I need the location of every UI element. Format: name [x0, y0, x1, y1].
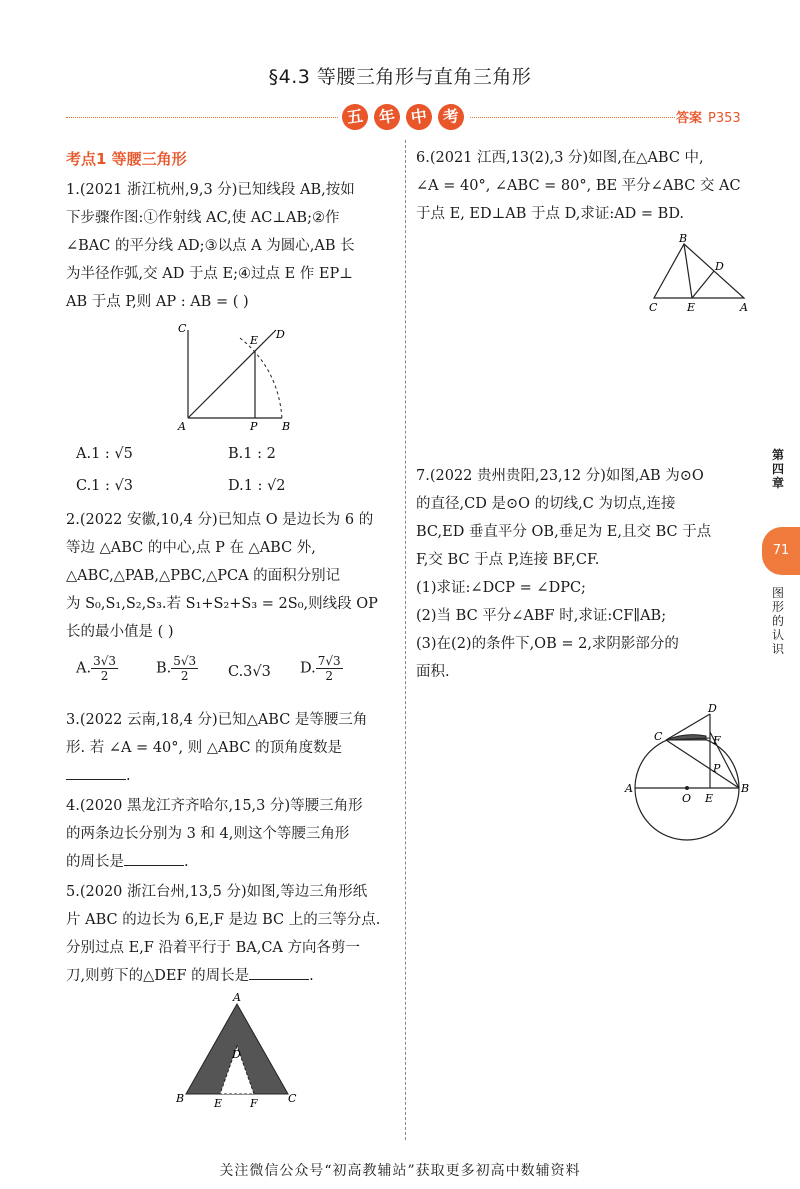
q5-label-d: D — [232, 1048, 241, 1061]
section-heading: 考点1 等腰三角形 — [66, 150, 187, 168]
q1-option-d: D.1 : √2 — [228, 478, 286, 494]
page-number-tab: 71 — [762, 527, 800, 575]
q1-label-d: D — [276, 328, 285, 341]
q7-line: 7.(2022 贵州贵阳,23,12 分)如图,AB 为⊙O — [416, 468, 704, 484]
q1-label-p: P — [250, 420, 258, 433]
q1-figure — [170, 318, 300, 433]
q7-label-f: F — [713, 734, 721, 747]
q1-line: 下步骤作图:①作射线 AC,使 AC⊥AB;②作 — [66, 210, 340, 226]
q6-figure — [640, 232, 760, 317]
answer-blank[interactable] — [249, 963, 309, 980]
question-7 — [416, 462, 761, 686]
q7-line: (3)在(2)的条件下,OB = 2,求阴影部分的 — [416, 636, 679, 652]
question-2 — [66, 506, 396, 646]
q7-label-d: D — [708, 702, 717, 715]
q6-line: 6.(2021 江西,13(2),3 分)如图,在△ABC 中, — [416, 150, 704, 166]
banner-char: 中 — [404, 102, 433, 131]
question-6 — [416, 144, 756, 228]
five-year-exam-banner — [340, 103, 468, 131]
question-3 — [66, 706, 396, 790]
question-4 — [66, 792, 396, 876]
q6-label-a: A — [740, 301, 748, 314]
q7-line: BC,ED 垂直平分 OB,垂足为 E,且交 BC 于点 — [416, 524, 712, 540]
q7-label-c: C — [654, 730, 663, 743]
q1-label-b: B — [282, 420, 291, 433]
q5-line: 分别过点 E,F 沿着平行于 BA,CA 方向各剪一 — [66, 940, 360, 956]
q5-label-c: C — [288, 1092, 297, 1105]
q1-label-c: C — [178, 322, 187, 335]
q6-label-d: D — [715, 260, 724, 273]
q3-line: 3.(2022 云南,18,4 分)已知△ABC 是等腰三角 — [66, 712, 368, 728]
q6-line: ∠A = 40°, ∠ABC = 80°, BE 平分∠ABC 交 AC — [416, 178, 741, 194]
q1-line: 为半径作弧,交 AD 于点 E;④过点 E 作 EP⊥ — [66, 266, 353, 282]
q7-line: (1)求证:∠DCP = ∠DPC; — [416, 580, 586, 596]
q3-answer-line: . — [66, 762, 396, 790]
q5-label-a: A — [233, 991, 241, 1004]
q2-option-c: C.3√3 — [228, 664, 271, 680]
q7-line: 的直径,CD 是⊙O 的切线,C 为切点,连接 — [416, 496, 676, 512]
q7-line: 面积. — [416, 664, 450, 680]
q1-line: 1.(2021 浙江杭州,9,3 分)已知线段 AB,按如 — [66, 182, 355, 198]
q7-label-a: A — [625, 782, 633, 795]
q2-line: 2.(2022 安徽,10,4 分)已知点 O 是边长为 6 的 — [66, 512, 374, 528]
question-5 — [66, 878, 396, 990]
banner-rule-left — [66, 117, 338, 118]
banner-char: 年 — [372, 102, 401, 131]
q2-line: 长的最小值是 ( ) — [66, 624, 174, 640]
q5-line: 刀,则剪下的△DEF 的周长是 . — [66, 962, 396, 990]
answer-blank[interactable] — [124, 849, 184, 866]
q7-label-o: O — [682, 792, 692, 805]
q6-label-c: C — [649, 301, 658, 314]
q7-line: F,交 BC 于点 P,连接 BF,CF. — [416, 552, 600, 568]
q2-line: △ABC,△PAB,△PBC,△PCA 的面积分别记 — [66, 568, 341, 584]
q1-option-c: C.1 : √3 — [76, 478, 133, 494]
q5-line: 片 ABC 的边长为 6,E,F 是边 BC 上的三等分点. — [66, 912, 381, 928]
q2-option-a: A. $\frac{3√3}{2}$ — [76, 654, 117, 683]
banner-char: 五 — [340, 102, 369, 131]
q2-option-d: D. $\frac{7√3}{2}$ — [300, 654, 341, 683]
answer-reference — [676, 107, 741, 126]
chapter-label: 第四章 — [771, 448, 784, 490]
q7-line: (2)当 BC 平分∠ABF 时,求证:CF∥AB; — [416, 608, 667, 624]
question-1 — [66, 176, 396, 316]
q7-figure — [624, 702, 759, 842]
q5-figure — [172, 990, 302, 1110]
q5-label-f: F — [250, 1097, 258, 1110]
q1-option-a: A.1 : √5 — [76, 446, 133, 462]
q4-line: 4.(2020 黑龙江齐齐哈尔,15,3 分)等腰三角形 — [66, 798, 363, 814]
q5-label-e: E — [214, 1097, 223, 1110]
q4-line: 的两条边长分别为 3 和 4,则这个等腰三角形 — [66, 826, 350, 842]
answer-page: P353 — [708, 111, 741, 126]
q1-label-e: E — [250, 334, 259, 347]
q7-label-b: B — [741, 782, 750, 795]
answer-label: 答案 — [676, 111, 703, 126]
q1-line: ∠BAC 的平分线 AD;③以点 A 为圆心,AB 长 — [66, 238, 355, 254]
q3-line: 形. 若 ∠A = 40°, 则 △ABC 的顶角度数是 — [66, 740, 343, 756]
topic-label: 图形的认识 — [771, 586, 784, 656]
q7-label-e: E — [705, 792, 714, 805]
q2-line: 等边 △ABC 的中心,点 P 在 △ABC 外, — [66, 540, 316, 556]
answer-blank[interactable] — [66, 763, 126, 780]
q5-line: 5.(2020 浙江台州,13,5 分)如图,等边三角形纸 — [66, 884, 368, 900]
q1-line: AB 于点 P,则 AP : AB = ( ) — [66, 294, 249, 310]
q6-line: 于点 E, ED⊥AB 于点 D,求证:AD = BD. — [416, 206, 685, 222]
q6-label-b: B — [679, 232, 688, 245]
footer-note: 关注微信公众号“初高教辅站”获取更多初高中数辅资料 — [219, 1163, 581, 1179]
q7-label-p: P — [713, 762, 721, 775]
column-divider — [405, 140, 406, 1140]
q1-label-a: A — [178, 420, 186, 433]
q6-label-e: E — [687, 301, 696, 314]
banner-rule-right — [470, 117, 675, 118]
banner-char: 考 — [436, 102, 465, 131]
q2-line: 为 S₀,S₁,S₂,S₃.若 S₁+S₂+S₃ = 2S₀,则线段 OP — [66, 596, 378, 612]
q1-option-b: B.1 : 2 — [228, 446, 276, 462]
q4-line: 的周长是 . — [66, 848, 396, 876]
q2-option-b: B. $\frac{5√3}{2}$ — [156, 654, 197, 683]
page-title: §4.3 等腰三角形与直角三角形 — [268, 66, 532, 88]
q5-label-b: B — [176, 1092, 185, 1105]
